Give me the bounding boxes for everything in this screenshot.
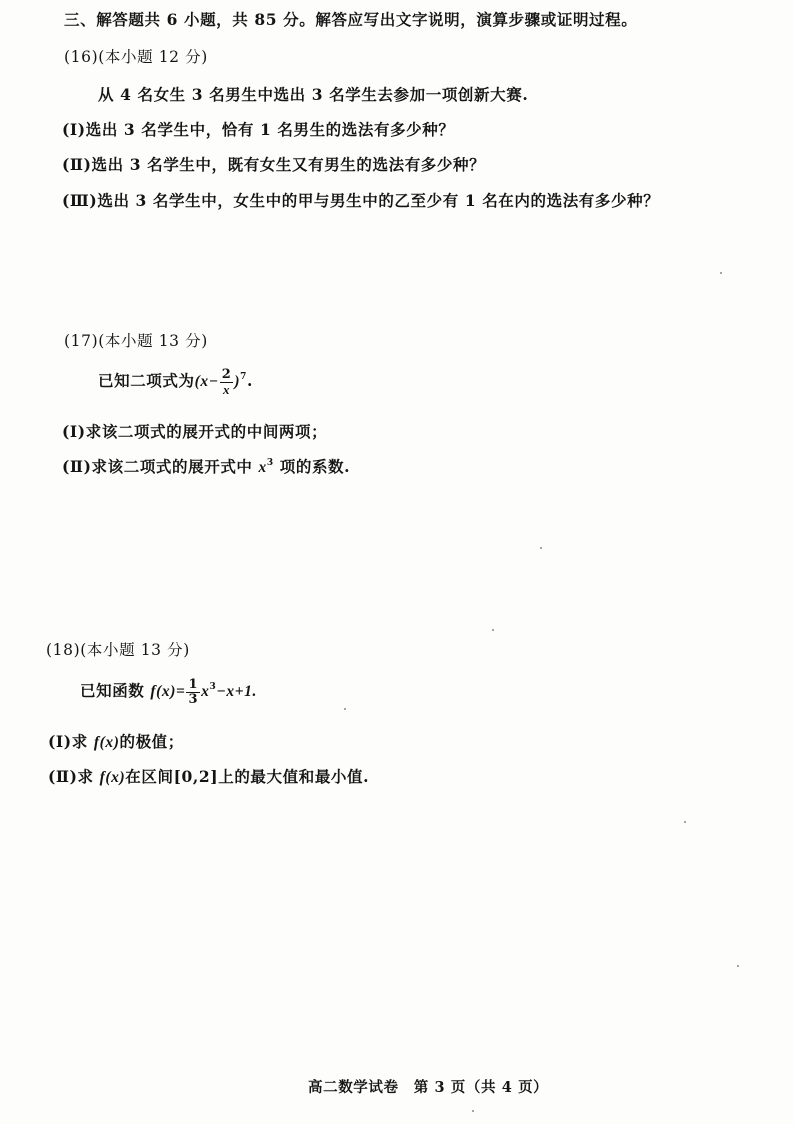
q17-part1: (Ⅰ)求该二项式的展开式的中间两项；	[62, 422, 328, 441]
q17-expr-open: (x−	[194, 373, 219, 391]
q17-part2	[62, 459, 350, 476]
q16-part2: (Ⅱ)选出 3 名学生中，既有女生又有男生的选法有多少种？	[62, 155, 486, 174]
q17-exponent: 7	[240, 372, 248, 383]
q17-expr-close: )	[234, 373, 241, 391]
q16-stem: 从 4 名女生 3 名男生中选出 3 名学生去参加一项创新大赛.	[98, 85, 529, 104]
q16-part1: (Ⅰ)选出 3 名学生中，恰有 1 名男生的选法有多少种？	[62, 120, 455, 139]
scan-speck	[472, 1110, 474, 1112]
q17-part2-suffix: 项的系数.	[273, 457, 351, 476]
q18-term-exp: 3	[209, 682, 217, 693]
q17-number: (17)(本小题 13 分)	[64, 332, 208, 350]
q18-part2	[48, 769, 369, 786]
q18-fraction	[186, 678, 200, 706]
scan-speck	[720, 272, 722, 274]
q17-part2-var: x	[258, 459, 267, 476]
section-header: 三、解答题共 6 小题，共 85 分。解答应写出文字说明，演算步骤或证明过程。	[64, 10, 638, 29]
q16-part3: (Ⅲ)选出 3 名学生中，女生中的甲与男生中的乙至少有 1 名在内的选法有多少种？	[62, 191, 660, 210]
q18-stem-rest: −x+1.	[216, 683, 257, 701]
q18-part2-prefix: (Ⅱ)求	[48, 767, 100, 786]
q16-number: (16)(本小题 12 分)	[64, 48, 208, 66]
q18-stem	[80, 678, 257, 706]
q17-fraction	[220, 368, 234, 396]
q17-frac-den: x	[222, 381, 231, 397]
q18-part1-prefix: (Ⅰ)求	[48, 732, 94, 751]
page-footer: 高二数学试卷 第 3 页（共 4 页）	[308, 1079, 549, 1096]
q18-frac-num: 1	[188, 677, 199, 692]
q18-part2-func: f(x)	[99, 769, 126, 786]
q17-stem-suffix: .	[247, 371, 254, 391]
scan-speck	[344, 708, 346, 710]
scan-speck	[737, 965, 739, 967]
q18-frac-den: 3	[188, 691, 199, 707]
q18-func: f(x)=	[150, 683, 186, 701]
scan-speck	[540, 547, 542, 549]
q17-part2-exp: 3	[266, 458, 274, 468]
q18-stem-prefix: 已知函数	[80, 681, 151, 701]
q18-number: (18)(本小题 13 分)	[46, 641, 190, 659]
q17-part2-prefix: (Ⅱ)求该二项式的展开式中	[62, 457, 259, 476]
q18-term-var: x	[201, 683, 210, 701]
q18-part1	[48, 734, 184, 751]
q18-part1-suffix: 的极值；	[119, 732, 184, 751]
q17-frac-num: 2	[221, 367, 232, 382]
q17-stem	[98, 368, 253, 396]
q18-part2-suffix: 在区间[0,2]上的最大值和最小值.	[125, 767, 370, 786]
scan-speck	[492, 629, 494, 631]
q17-stem-prefix: 已知二项式为	[98, 371, 195, 391]
q18-part1-func: f(x)	[93, 734, 120, 751]
scan-speck	[684, 821, 686, 823]
